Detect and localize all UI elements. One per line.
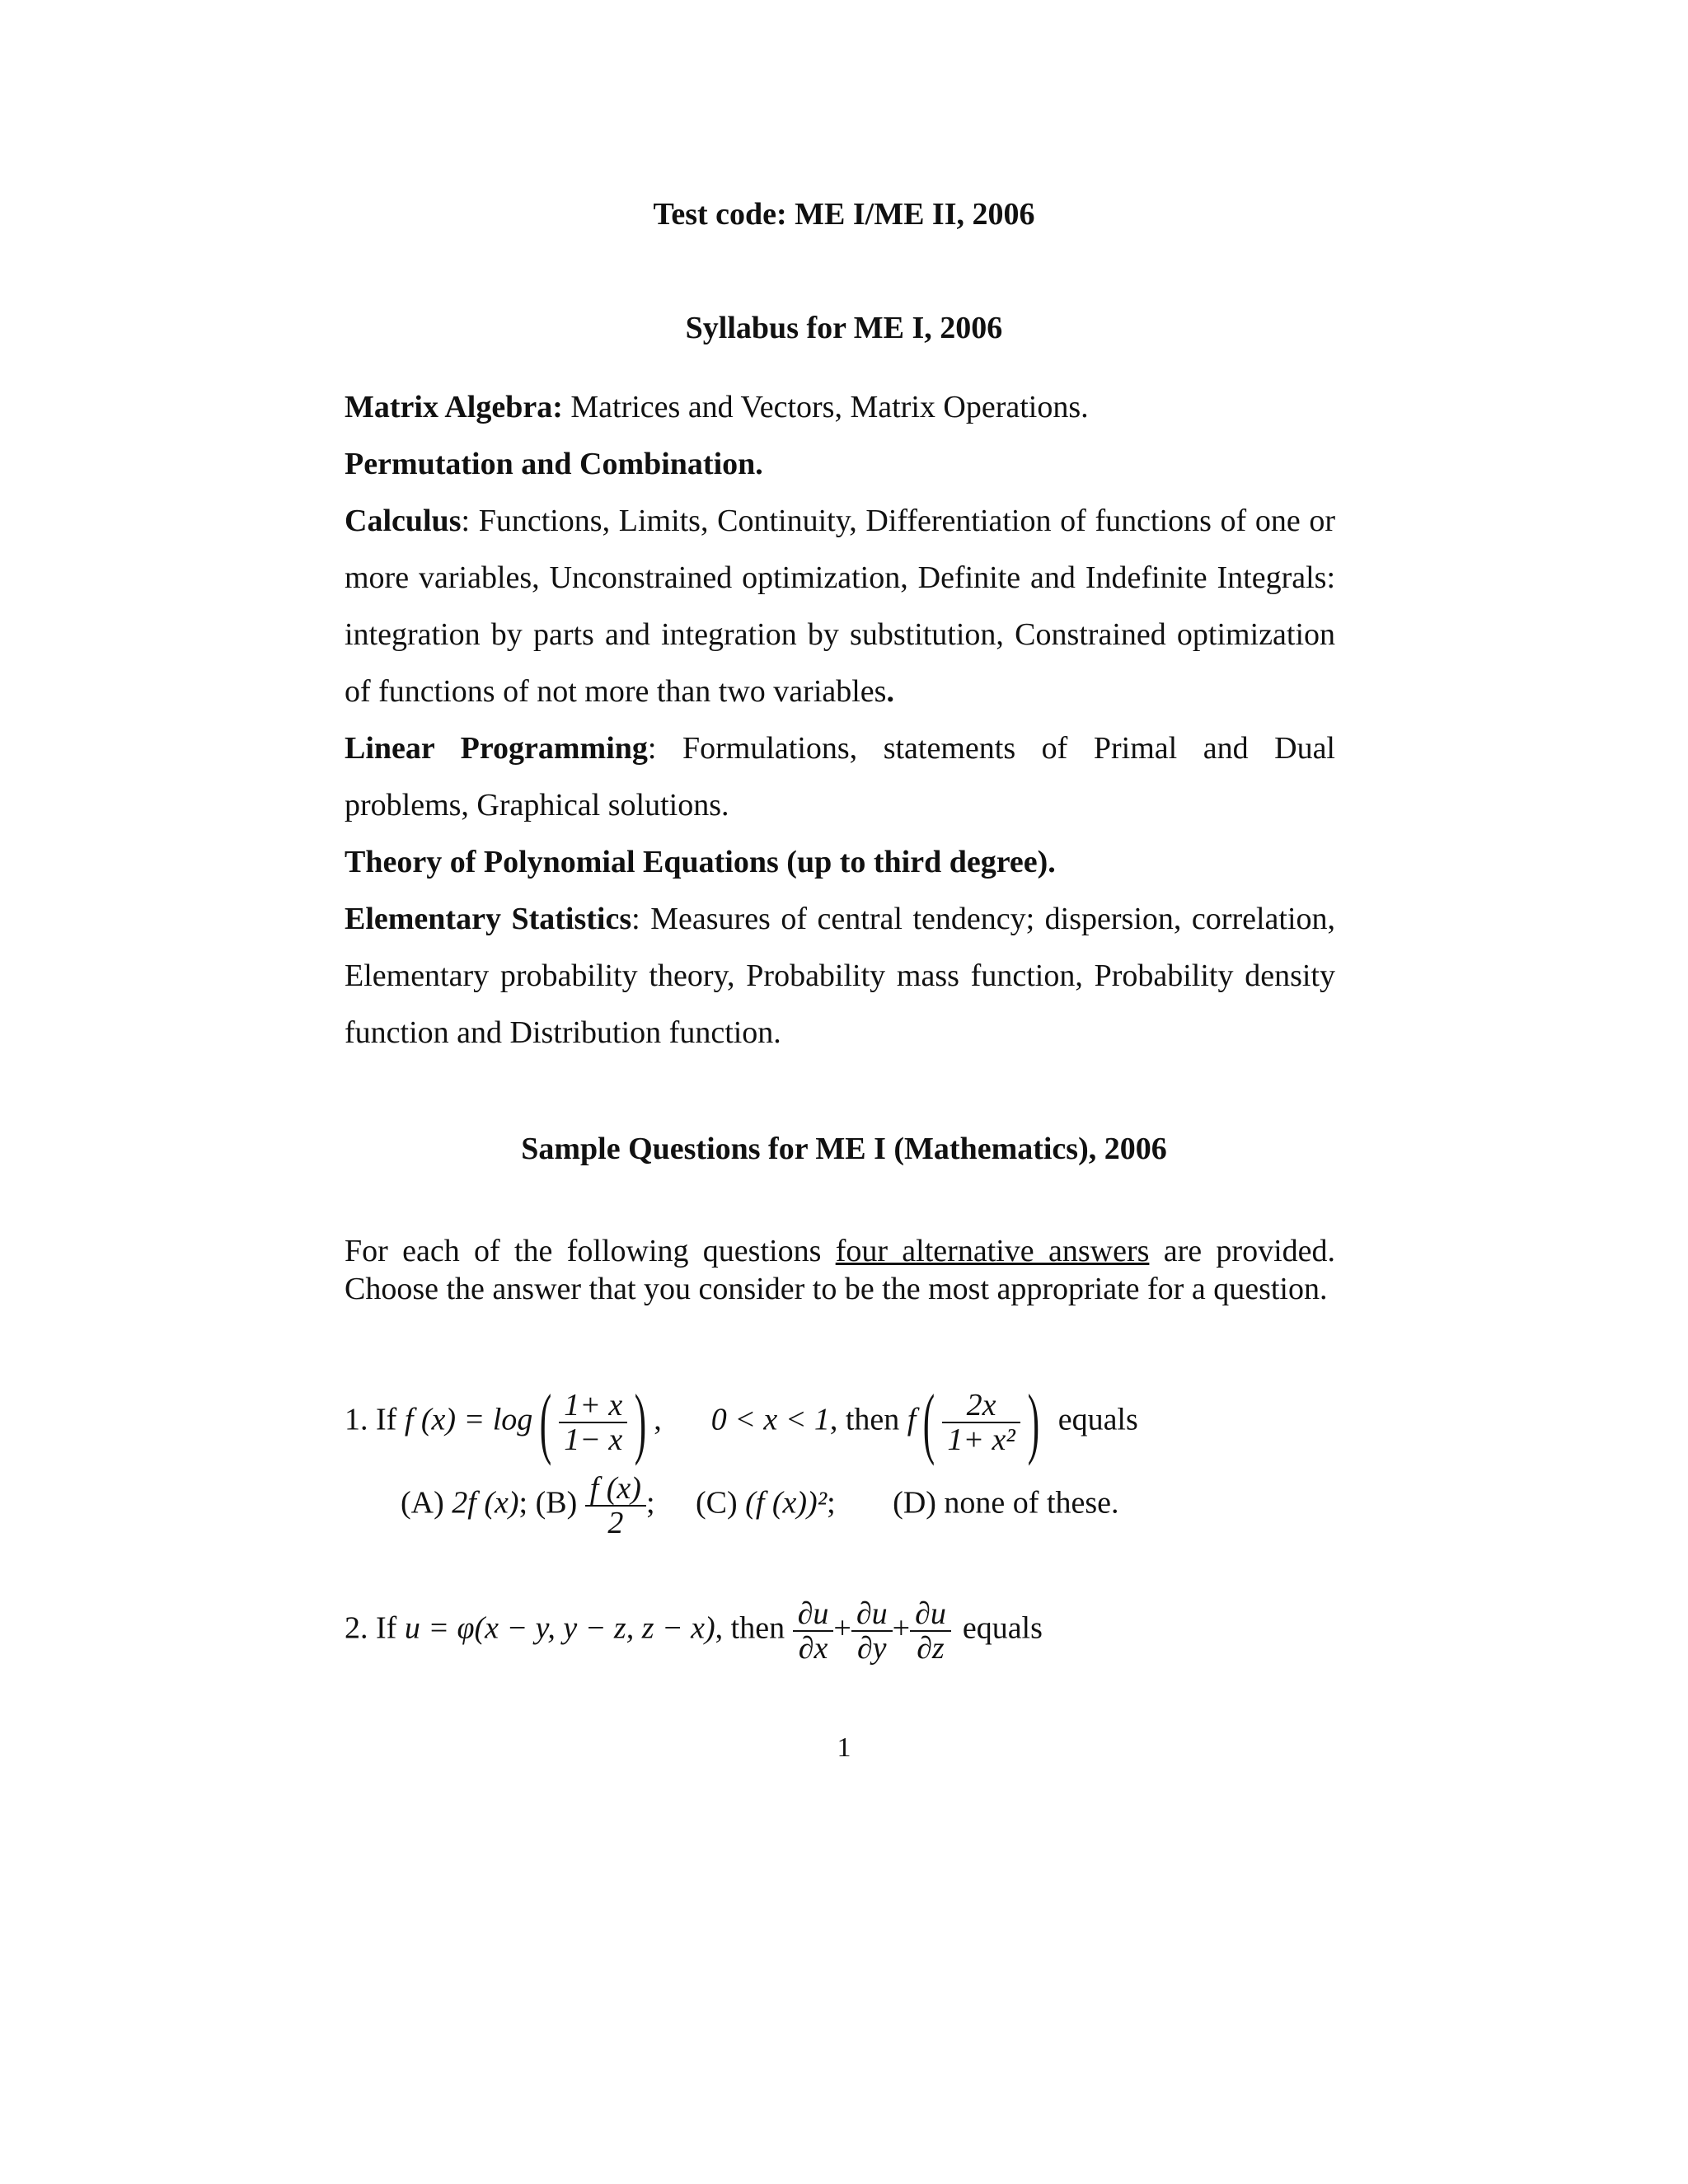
q1-optB-den: 2 [585, 1505, 646, 1540]
syllabus-statistics [345, 891, 1335, 1062]
q1-optB-sep: ; [645, 1485, 655, 1521]
q1-optD: (D) none of these. [893, 1485, 1119, 1521]
q1-close-paren-2: ) [1027, 1378, 1039, 1466]
q2-d1-num: ∂u [797, 1596, 829, 1631]
matrix-label: Matrix Algebra: [345, 390, 563, 424]
syllabus-permutation [345, 436, 1335, 493]
sample-questions-title: Sample Questions for ME I (Mathematics), 2006 [521, 1132, 1167, 1166]
q1-fraction-2 [942, 1389, 1020, 1456]
q1-open-paren: ( [540, 1378, 552, 1466]
q1-frac1-den: 1− x [559, 1422, 627, 1456]
perm-label: Permutation and Combination. [345, 447, 763, 481]
q1-condition: 0 < x < 1 [710, 1402, 830, 1437]
lp-label: Linear Programming [345, 731, 648, 766]
q1-optC: (f (x))² [745, 1485, 828, 1521]
q1-fraction-1 [559, 1389, 627, 1456]
matrix-text: Matrices and Vectors, Matrix Operations. [562, 390, 1089, 424]
q1-optB-num: f (x) [589, 1471, 641, 1506]
q1-optC-label: (C) [696, 1485, 746, 1521]
syllabus-calculus [345, 493, 1335, 720]
q1-optB-label: (B) [535, 1485, 585, 1521]
q2-deriv-z [910, 1597, 951, 1665]
q2-prefix: 2. If [345, 1610, 405, 1646]
q2-then: , then [715, 1610, 793, 1646]
q1-optA: 2f (x) [452, 1485, 519, 1521]
q1-frac1-num: 1+ x [564, 1388, 623, 1422]
q2-d1-den: ∂x [793, 1630, 834, 1665]
calc-label: Calculus [345, 504, 462, 538]
syllabus-polynomial [345, 834, 1335, 891]
question-1 [345, 1378, 1138, 1466]
q2-equals: equals [962, 1610, 1043, 1646]
syllabus-lp [345, 720, 1335, 834]
q1-close-paren: ) [635, 1378, 647, 1466]
q2-d2-den: ∂y [851, 1630, 893, 1665]
q2-d3-den: ∂z [910, 1630, 951, 1665]
instr-post: are provided. Choose the answer that you consider to be the most appropriate for a question. [345, 1234, 1335, 1306]
q1-f2: f [907, 1402, 917, 1437]
syllabus-matrix [345, 379, 1335, 436]
calc-end: . [886, 674, 894, 709]
q1-fx: f (x) = log [404, 1402, 533, 1437]
instructions [345, 1232, 1335, 1308]
stats-text: : Measures of central tendency; dispersion, correlation, Elementary probability theory, Probability mass function, Probability density function and Distribution function. [345, 902, 1336, 1050]
syllabus-body [345, 379, 1335, 1062]
q2-plus-2: + [892, 1610, 911, 1646]
q2-deriv-y [851, 1597, 893, 1665]
page-number: 1 [837, 1732, 851, 1763]
q2-plus-1: + [833, 1610, 851, 1646]
q1-frac2-den: 1+ x² [942, 1422, 1020, 1456]
q1-comma: , [654, 1402, 662, 1437]
lp-text: : Formulations, statements of Primal and Dual problems, Graphical solutions. [345, 731, 1335, 823]
q2-d2-num: ∂u [856, 1596, 888, 1631]
instr-pre: For each of the following questions [345, 1234, 836, 1268]
q1-optB-fraction [585, 1472, 646, 1540]
q1-optA-label: (A) [401, 1485, 452, 1521]
q2-deriv-x [793, 1597, 834, 1665]
q2-expr: u = φ(x − y, y − z, z − x) [404, 1610, 715, 1646]
calc-text: : Functions, Limits, Continuity, Differentiation of functions of one or more variables, Unconstrained optimization, Definite and Indefinite Integrals: integration by parts and integration by substitution, Constrained optimization of functions of not more than two variables [345, 504, 1335, 709]
poly-label: Theory of Polynomial Equations (up to third degree). [345, 845, 1056, 879]
q2-d3-num: ∂u [915, 1596, 946, 1631]
instr-underlined: four alternative answers [835, 1234, 1150, 1268]
q1-open-paren-2: ( [923, 1378, 935, 1466]
test-code-heading: Test code: ME I/ME II, 2006 [653, 197, 1035, 232]
q1-then: , then [829, 1402, 907, 1437]
q1-prefix: 1. If [345, 1402, 405, 1437]
q1-optC-sep: ; [827, 1485, 836, 1521]
syllabus-title: Syllabus for ME I, 2006 [685, 311, 1003, 345]
stats-label: Elementary Statistics [345, 902, 632, 936]
q1-frac2-num: 2x [966, 1388, 996, 1422]
question-2 [345, 1597, 1043, 1665]
question-1-options [401, 1472, 1119, 1540]
q1-equals: equals [1057, 1402, 1138, 1437]
q1-optA-sep: ; [518, 1485, 528, 1521]
